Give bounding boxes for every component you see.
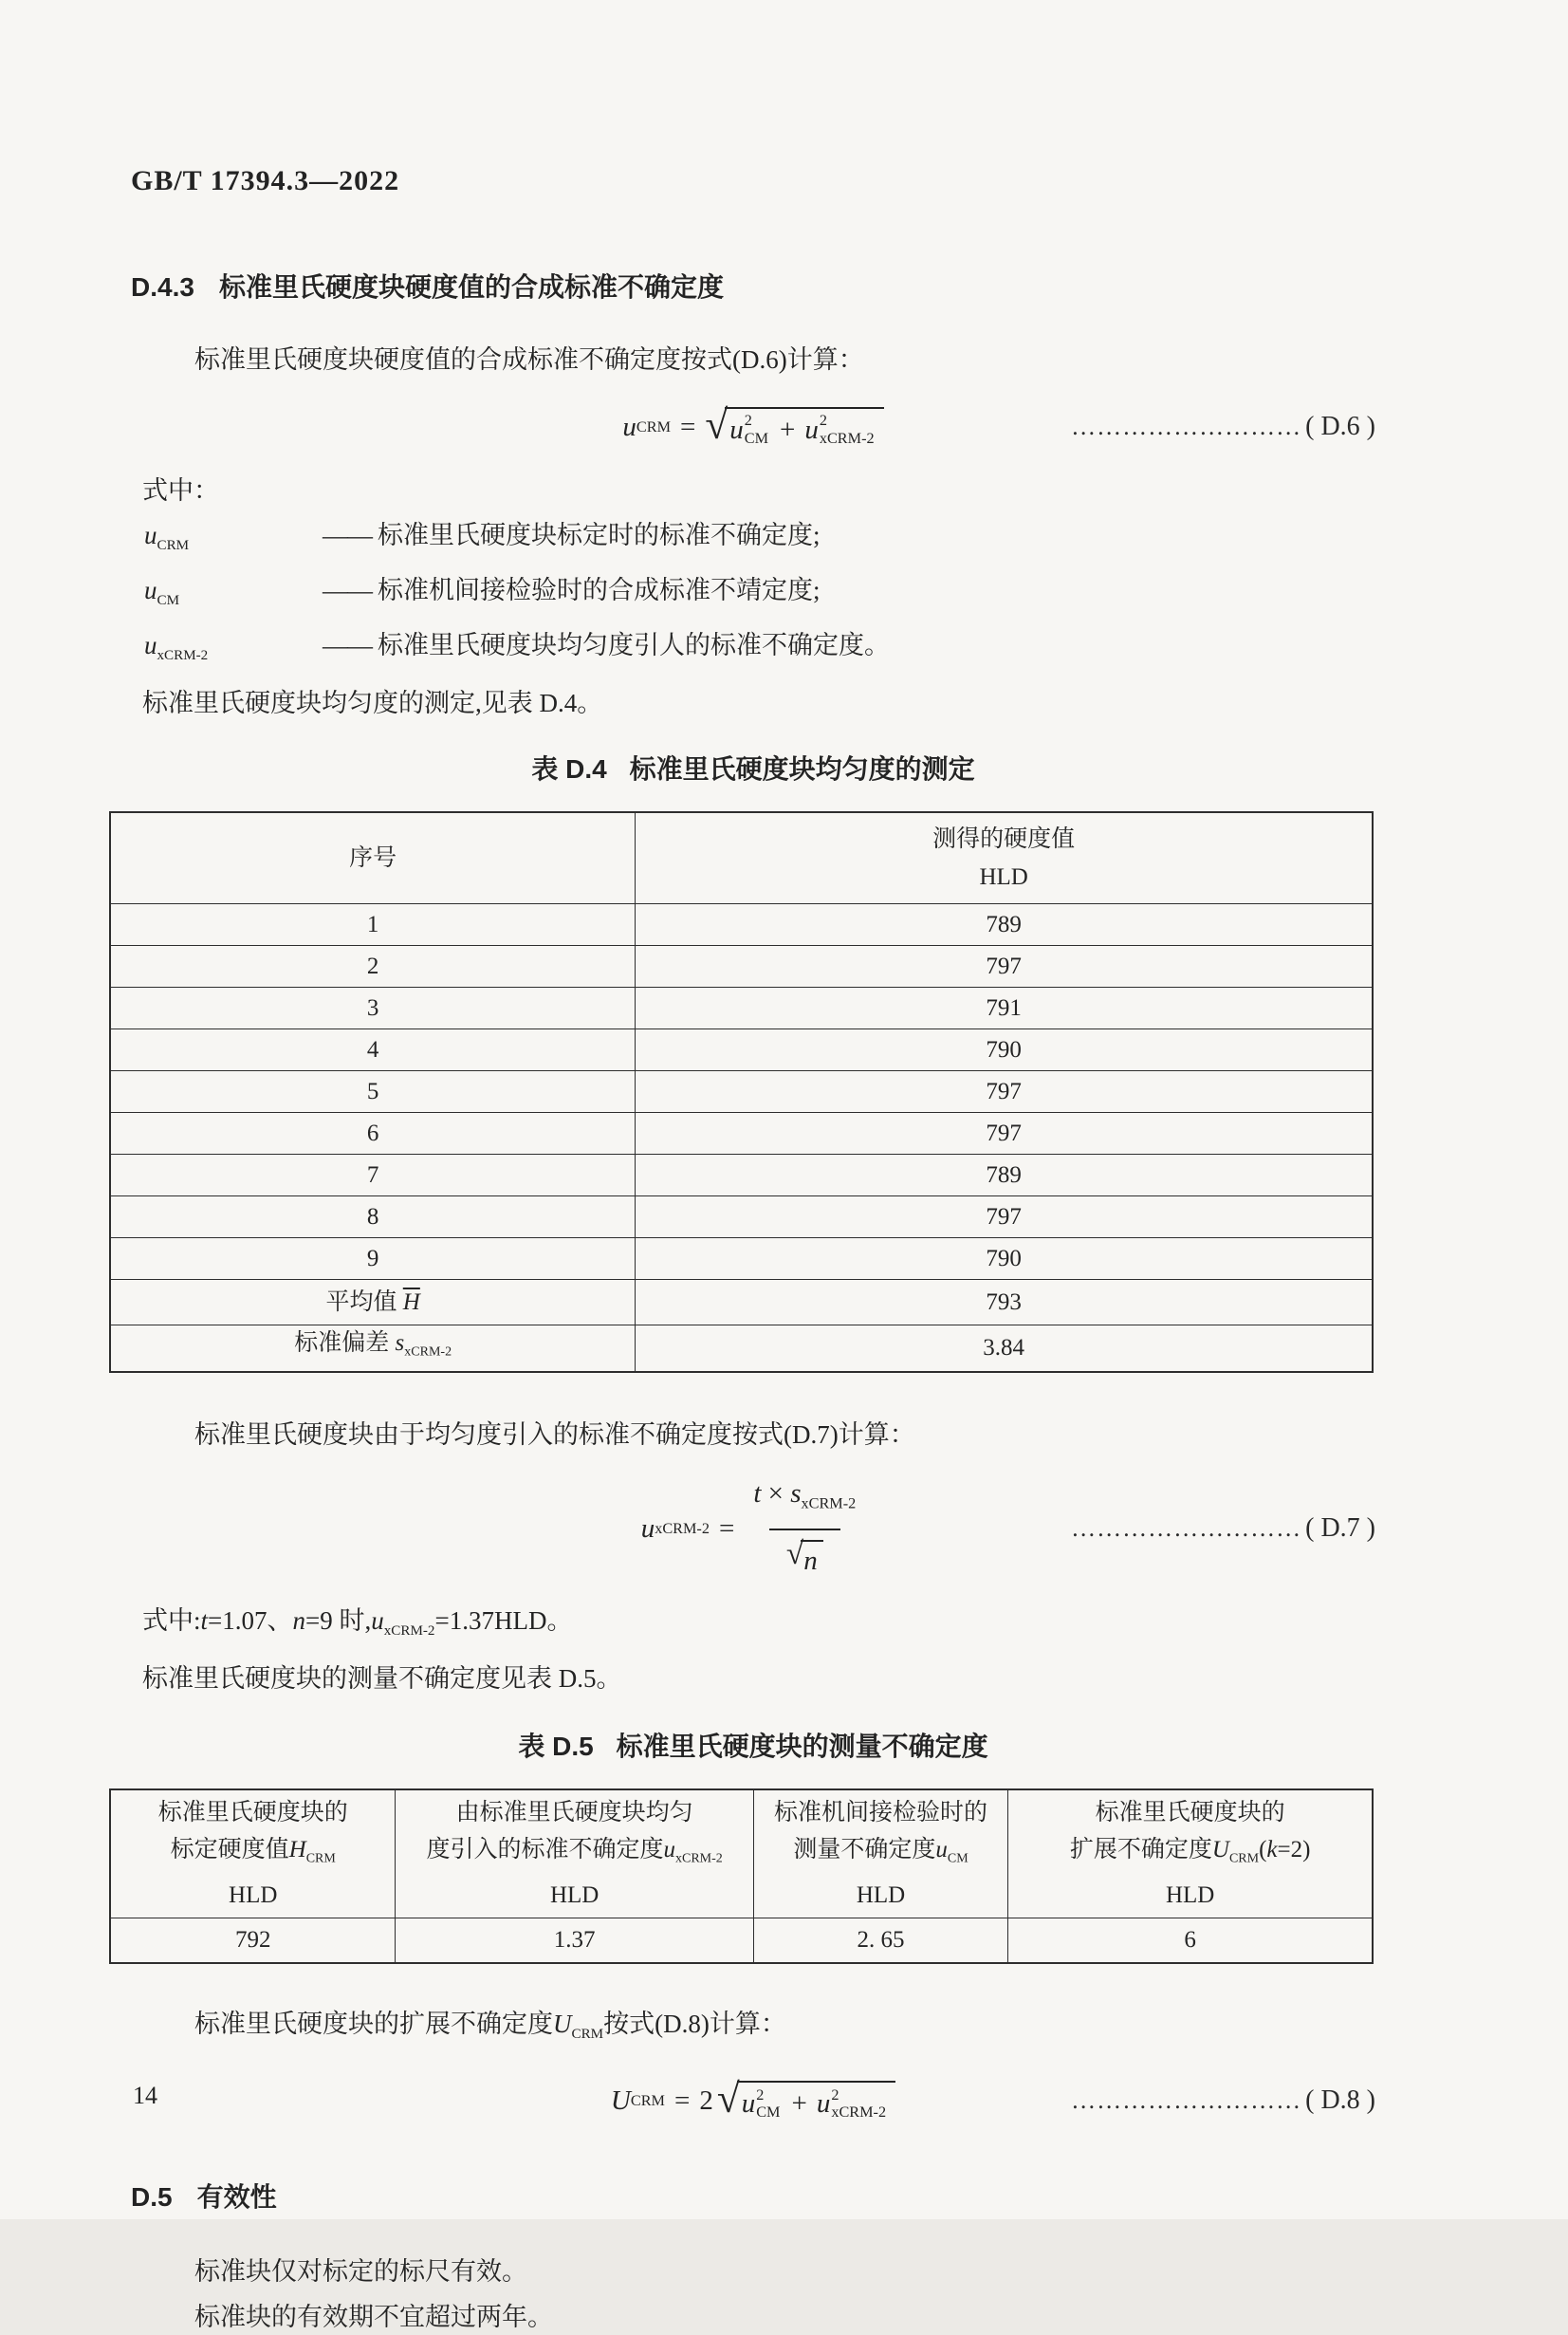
definition-term: $u_{xCRM-2}$ xyxy=(144,631,209,664)
table-row xyxy=(110,1196,1373,1238)
definition-dash: —— xyxy=(323,631,372,660)
definition-dash: —— xyxy=(323,576,372,605)
cell-value: 797 xyxy=(636,1196,1373,1238)
definition-text: 标准里氏硬度块均匀度引人的标准不确定度。 xyxy=(378,631,890,660)
table-d5-caption-title: 标准里氏硬度块的测量不确定度 xyxy=(616,1731,988,1761)
definition-dash: —— xyxy=(323,521,372,549)
equals-sign: = xyxy=(680,412,696,442)
definition-row xyxy=(144,517,1375,564)
fraction-numerator: $t \times s_{xCRM-2}$ xyxy=(753,1477,857,1512)
table-row xyxy=(110,1155,1373,1196)
cell-avg-label: 平均值 $\overline{H}$ xyxy=(110,1280,636,1325)
equation-d7 xyxy=(131,1458,1375,1599)
cell-seq: 8 xyxy=(110,1196,636,1238)
column-header-seq: 序号 xyxy=(110,812,636,904)
column-header-ucrm: 标准里氏硬度块的 扩展不确定度$U_{CRM}(k=2)$ HLD xyxy=(1008,1789,1373,1918)
cell-value: 789 xyxy=(636,904,1373,946)
leader-dots: ……………………… xyxy=(1071,413,1302,440)
table-d4-header-row xyxy=(110,812,1373,904)
cell-value: 2. 65 xyxy=(753,1918,1008,1964)
equation-d6 xyxy=(131,391,1375,463)
paragraph-see-table-d5: 标准里氏硬度块的测量不确定度见表 D.5。 xyxy=(142,1663,622,1693)
cell-seq: 1 xyxy=(110,904,636,946)
radical-sign: √ xyxy=(716,2075,740,2122)
definition-term: $u_{CRM}$ xyxy=(144,521,190,554)
cell-value: 789 xyxy=(636,1155,1373,1196)
page-number: 14 xyxy=(133,2082,157,2109)
definition-text: 标准里氏硬度块标定时的标准不确定度; xyxy=(378,521,821,549)
var: u xyxy=(816,2087,831,2119)
stddev-row xyxy=(110,1325,1373,1372)
var: u xyxy=(729,414,744,445)
equation-tail xyxy=(1071,409,1375,445)
supsub: 2 CM xyxy=(756,2085,781,2121)
var-H-overline: $\overline{H}$ xyxy=(402,1288,420,1315)
fraction xyxy=(744,1475,865,1581)
cell-value: 797 xyxy=(636,1113,1373,1155)
table-d5 xyxy=(109,1788,1374,1965)
var: u xyxy=(804,414,819,445)
cell-value: 791 xyxy=(636,988,1373,1029)
subscript: CRM xyxy=(636,418,671,435)
section-heading-d43 xyxy=(131,269,1375,306)
table-row xyxy=(110,1071,1373,1113)
equals-sign: = xyxy=(673,2085,691,2117)
cell-value: 1.37 xyxy=(396,1918,753,1964)
column-header-uxcrm2: 由标准里氏硬度块均匀 度引入的标准不确定度$u_{xCRM-2}$ HLD xyxy=(396,1789,753,1918)
paragraph-validity-2: 标准块的有效期不宜超过两年。 xyxy=(194,2303,553,2332)
cell-value: 797 xyxy=(636,946,1373,988)
cell-value: 790 xyxy=(636,1238,1373,1280)
cell-seq: 3 xyxy=(110,988,636,1029)
paragraph-see-table-d4: 标准里氏硬度块均匀度的测定,见表 D.4。 xyxy=(142,689,603,718)
equation-number: ( D.8 ) xyxy=(1305,2085,1375,2116)
definition-term: $u_{CM}$ xyxy=(144,576,180,609)
leader-dots: ……………………… xyxy=(1071,2086,1302,2115)
var: u xyxy=(622,412,636,442)
column-header-hcrm: 标准里氏硬度块的 标定硬度值$H_{CRM}$ HLD xyxy=(110,1789,396,1918)
table-row xyxy=(110,1238,1373,1280)
supsub: 2 xCRM-2 xyxy=(819,412,875,447)
section-heading-d5 xyxy=(131,2179,1375,2215)
section-number: D.4.3 xyxy=(131,272,194,302)
subscript: CRM xyxy=(630,2092,665,2110)
cell-value: 792 xyxy=(110,1918,396,1964)
var: u xyxy=(640,1512,655,1544)
supsub: 2 xCRM-2 xyxy=(831,2085,887,2121)
table-d5-value-row xyxy=(110,1918,1373,1964)
sqrt xyxy=(705,401,883,448)
cell-seq: 4 xyxy=(110,1029,636,1071)
paragraph-d6-intro: 标准里氏硬度块硬度值的合成标准不确定度按式(D.6)计算： xyxy=(194,345,864,374)
cell-value: 793 xyxy=(636,1280,1373,1325)
equation-number: ( D.7 ) xyxy=(1305,1512,1375,1543)
table-row xyxy=(110,946,1373,988)
cell-value: 6 xyxy=(1008,1918,1373,1964)
table-d5-caption xyxy=(131,1729,1375,1765)
table-row xyxy=(110,988,1373,1029)
cell-sd-label: 标准偏差 $s_{xCRM-2}$ xyxy=(110,1325,636,1372)
table-d4-caption-title: 标准里氏硬度块均匀度的测定 xyxy=(629,754,975,785)
average-row xyxy=(110,1280,1373,1325)
times-sign: × xyxy=(767,1477,784,1509)
table-row xyxy=(110,1029,1373,1071)
equation-tail xyxy=(1071,1510,1375,1547)
paragraph-validity-1: 标准块仅对标定的标尺有效。 xyxy=(194,2257,527,2287)
cell-seq: 7 xyxy=(110,1155,636,1196)
supsub: 2 CM xyxy=(744,412,768,447)
definition-text: 标准机间接检验时的合成标准不靖定度; xyxy=(378,576,821,605)
coefficient: 2 xyxy=(699,2085,713,2117)
equation-number: ( D.6 ) xyxy=(1305,412,1375,441)
cell-seq: 6 xyxy=(110,1113,636,1155)
formula-d6 xyxy=(622,401,883,448)
radical-sign: √ xyxy=(785,1536,804,1572)
cell-seq: 2 xyxy=(110,946,636,988)
table-row xyxy=(110,904,1373,946)
formula-d7 xyxy=(641,1475,866,1581)
equation-tail xyxy=(1071,2083,1375,2119)
var: U xyxy=(610,2085,631,2117)
sqrt xyxy=(716,2075,895,2122)
paragraph-d7-intro: 标准里氏硬度块由于均匀度引入的标准不确定度按式(D.7)计算： xyxy=(194,1419,915,1449)
doc-number: GB/T 17394.3—2022 xyxy=(131,165,400,196)
table-d5-header-row xyxy=(110,1789,1373,1918)
where-label: 式中： xyxy=(142,476,219,505)
cell-seq: 9 xyxy=(110,1238,636,1280)
formula-d8 xyxy=(610,2075,895,2122)
table-d5-caption-label: 表 D.5 xyxy=(518,1731,594,1761)
cell-value: 3.84 xyxy=(636,1325,1373,1372)
var: u xyxy=(741,2087,756,2119)
plus-sign: + xyxy=(780,414,796,445)
paragraph-d7-where: 式中:t=1.07、n=9 时$,u_{xCRM-2}=1.37HLD$。 xyxy=(142,1605,573,1639)
section-title: 有效性 xyxy=(196,2182,277,2213)
fraction-denominator xyxy=(769,1529,840,1581)
cell-value: 797 xyxy=(636,1071,1373,1113)
equation-d8 xyxy=(131,2062,1375,2140)
table-d4 xyxy=(109,811,1374,1373)
table-d4-caption xyxy=(131,751,1375,788)
cell-seq: 5 xyxy=(110,1071,636,1113)
leader-dots: ……………………… xyxy=(1071,1513,1302,1542)
paragraph-d8-intro: 标准里氏硬度块的扩展不确定度$U_{CRM}$按式(D.8)计算： xyxy=(194,2010,786,2043)
equals-sign: = xyxy=(718,1512,735,1544)
subscript: xCRM-2 xyxy=(655,1519,710,1537)
section-title: 标准里氏硬度块硬度值的合成标准不确定度 xyxy=(218,272,724,302)
table-row xyxy=(110,1113,1373,1155)
radical-sign: √ xyxy=(705,401,729,448)
section-number: D.5 xyxy=(131,2182,173,2213)
definition-row xyxy=(144,627,1375,674)
cell-value: 790 xyxy=(636,1029,1373,1071)
column-header-ucm: 标准机间接检验时的 测量不确定度$u_{CM}$ HLD xyxy=(753,1789,1008,1918)
column-header-value: 测得的硬度值 HLD xyxy=(636,812,1373,904)
table-d4-caption-label: 表 D.4 xyxy=(531,754,607,785)
definition-row xyxy=(144,572,1375,619)
plus-sign: + xyxy=(791,2087,807,2119)
sqrt: √ n xyxy=(786,1540,823,1579)
